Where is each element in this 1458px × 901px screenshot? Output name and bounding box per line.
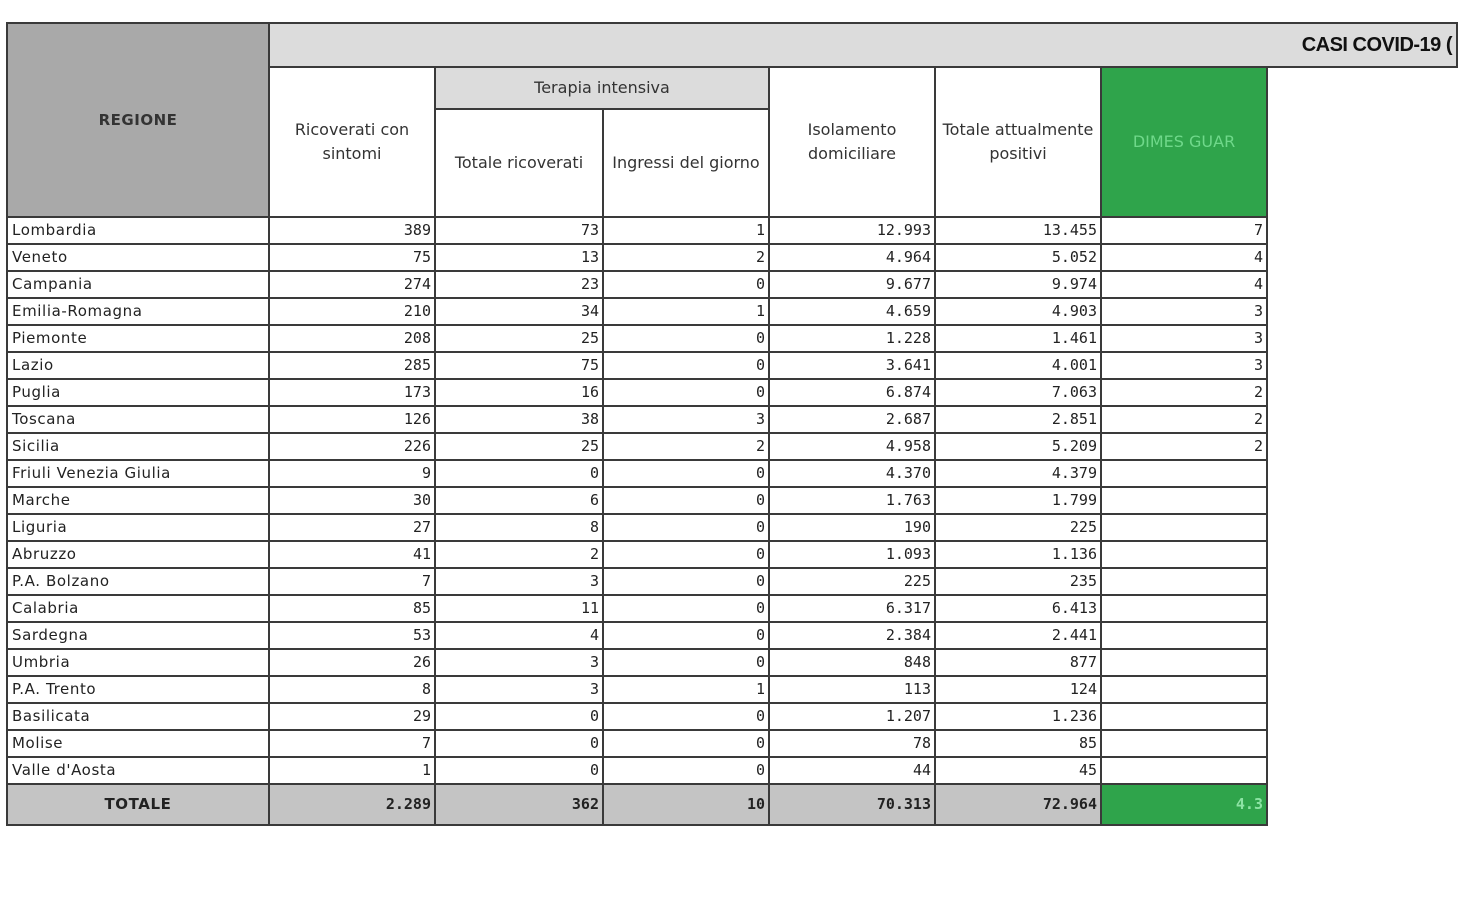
cell-ingressi: 0 <box>603 352 769 379</box>
cell-dimessi <box>1101 541 1267 568</box>
cell-ricoverati: 173 <box>269 379 435 406</box>
header-isolamento: Isolamento domiciliare <box>769 67 935 217</box>
cell-terapia: 3 <box>435 676 603 703</box>
cell-ingressi: 0 <box>603 703 769 730</box>
total-terapia: 362 <box>435 784 603 825</box>
cell-isolamento: 2.384 <box>769 622 935 649</box>
cell-regione: Veneto <box>7 244 269 271</box>
cell-terapia: 16 <box>435 379 603 406</box>
cell-regione: Sicilia <box>7 433 269 460</box>
cell-dimessi <box>1101 568 1267 595</box>
cell-dimessi: 2 <box>1101 433 1267 460</box>
cell-terapia: 38 <box>435 406 603 433</box>
cell-ricoverati: 27 <box>269 514 435 541</box>
total-ricoverati: 2.289 <box>269 784 435 825</box>
cell-ingressi: 0 <box>603 595 769 622</box>
table-row <box>7 730 1457 757</box>
total-ingressi: 10 <box>603 784 769 825</box>
cell-ingressi: 2 <box>603 433 769 460</box>
cell-ingressi: 0 <box>603 379 769 406</box>
cell-ricoverati: 210 <box>269 298 435 325</box>
cell-dimessi: 2 <box>1101 379 1267 406</box>
table-row <box>7 622 1457 649</box>
cell-positivi: 45 <box>935 757 1101 784</box>
cell-dimessi <box>1101 757 1267 784</box>
cell-isolamento: 1.228 <box>769 325 935 352</box>
table-row <box>7 514 1457 541</box>
total-positivi: 72.964 <box>935 784 1101 825</box>
cell-regione: Valle d'Aosta <box>7 757 269 784</box>
cell-isolamento: 1.093 <box>769 541 935 568</box>
total-label: TOTALE <box>7 784 269 825</box>
header-totale-ricoverati: Totale ricoverati <box>435 109 603 217</box>
cell-ricoverati: 29 <box>269 703 435 730</box>
cell-regione: Calabria <box>7 595 269 622</box>
table-row <box>7 217 1457 244</box>
cell-ricoverati: 1 <box>269 757 435 784</box>
cell-terapia: 0 <box>435 730 603 757</box>
cell-isolamento: 6.317 <box>769 595 935 622</box>
cell-dimessi: 3 <box>1101 325 1267 352</box>
cell-dimessi <box>1101 595 1267 622</box>
cell-ricoverati: 389 <box>269 217 435 244</box>
table-row <box>7 541 1457 568</box>
cell-isolamento: 4.370 <box>769 460 935 487</box>
cell-positivi: 4.379 <box>935 460 1101 487</box>
table-row <box>7 352 1457 379</box>
cell-dimessi <box>1101 649 1267 676</box>
table-body <box>7 217 1457 825</box>
cell-terapia: 0 <box>435 757 603 784</box>
cell-regione: Toscana <box>7 406 269 433</box>
cell-positivi: 877 <box>935 649 1101 676</box>
cell-ricoverati: 53 <box>269 622 435 649</box>
cell-regione: Umbria <box>7 649 269 676</box>
cell-ricoverati: 8 <box>269 676 435 703</box>
cell-isolamento: 6.874 <box>769 379 935 406</box>
cell-ingressi: 0 <box>603 271 769 298</box>
cell-ingressi: 0 <box>603 757 769 784</box>
cell-dimessi <box>1101 703 1267 730</box>
cell-isolamento: 2.687 <box>769 406 935 433</box>
cell-terapia: 2 <box>435 541 603 568</box>
cell-regione: Sardegna <box>7 622 269 649</box>
cell-terapia: 0 <box>435 460 603 487</box>
cell-isolamento: 4.964 <box>769 244 935 271</box>
cell-ingressi: 1 <box>603 217 769 244</box>
table-row <box>7 487 1457 514</box>
cell-ingressi: 0 <box>603 622 769 649</box>
cell-ricoverati: 208 <box>269 325 435 352</box>
cell-isolamento: 190 <box>769 514 935 541</box>
cell-dimessi: 3 <box>1101 298 1267 325</box>
cell-ingressi: 0 <box>603 649 769 676</box>
cell-dimessi <box>1101 676 1267 703</box>
cell-ricoverati: 75 <box>269 244 435 271</box>
cell-regione: Campania <box>7 271 269 298</box>
cell-positivi: 5.209 <box>935 433 1101 460</box>
cell-regione: P.A. Bolzano <box>7 568 269 595</box>
cell-regione: Abruzzo <box>7 541 269 568</box>
cell-isolamento: 4.958 <box>769 433 935 460</box>
cell-terapia: 34 <box>435 298 603 325</box>
table-row <box>7 460 1457 487</box>
cell-isolamento: 12.993 <box>769 217 935 244</box>
cell-dimessi: 4 <box>1101 244 1267 271</box>
cell-regione: P.A. Trento <box>7 676 269 703</box>
table-row <box>7 649 1457 676</box>
covid-cases-table <box>6 22 1458 826</box>
cell-terapia: 0 <box>435 703 603 730</box>
cell-positivi: 2.441 <box>935 622 1101 649</box>
cell-isolamento: 3.641 <box>769 352 935 379</box>
cell-ingressi: 0 <box>603 514 769 541</box>
cell-terapia: 8 <box>435 514 603 541</box>
cell-regione: Piemonte <box>7 325 269 352</box>
cell-positivi: 1.236 <box>935 703 1101 730</box>
cell-dimessi <box>1101 514 1267 541</box>
cell-positivi: 9.974 <box>935 271 1101 298</box>
cell-positivi: 4.903 <box>935 298 1101 325</box>
cell-dimessi <box>1101 460 1267 487</box>
cell-terapia: 3 <box>435 649 603 676</box>
cell-positivi: 1.799 <box>935 487 1101 514</box>
cell-positivi: 13.455 <box>935 217 1101 244</box>
cell-ingressi: 2 <box>603 244 769 271</box>
cell-positivi: 4.001 <box>935 352 1101 379</box>
cell-dimessi <box>1101 730 1267 757</box>
cell-ricoverati: 26 <box>269 649 435 676</box>
cell-regione: Emilia-Romagna <box>7 298 269 325</box>
cell-ingressi: 1 <box>603 298 769 325</box>
cell-terapia: 75 <box>435 352 603 379</box>
cell-isolamento: 78 <box>769 730 935 757</box>
cell-ricoverati: 274 <box>269 271 435 298</box>
cell-dimessi <box>1101 622 1267 649</box>
table-row <box>7 271 1457 298</box>
cell-ingressi: 0 <box>603 460 769 487</box>
cell-positivi: 1.136 <box>935 541 1101 568</box>
cell-ricoverati: 226 <box>269 433 435 460</box>
cell-terapia: 6 <box>435 487 603 514</box>
cell-dimessi: 3 <box>1101 352 1267 379</box>
cell-positivi: 85 <box>935 730 1101 757</box>
cell-terapia: 4 <box>435 622 603 649</box>
total-isolamento: 70.313 <box>769 784 935 825</box>
table-row <box>7 244 1457 271</box>
cell-terapia: 73 <box>435 217 603 244</box>
cell-terapia: 13 <box>435 244 603 271</box>
cell-terapia: 23 <box>435 271 603 298</box>
cell-ingressi: 3 <box>603 406 769 433</box>
cell-regione: Lazio <box>7 352 269 379</box>
cell-regione: Marche <box>7 487 269 514</box>
cell-dimessi: 2 <box>1101 406 1267 433</box>
cell-ricoverati: 30 <box>269 487 435 514</box>
header-ingressi-giorno: Ingressi del giorno <box>603 109 769 217</box>
table-row <box>7 379 1457 406</box>
cell-ingressi: 0 <box>603 568 769 595</box>
table-row <box>7 433 1457 460</box>
cell-terapia: 3 <box>435 568 603 595</box>
cell-ingressi: 0 <box>603 541 769 568</box>
table-row <box>7 757 1457 784</box>
header-ricoverati: Ricoverati con sintomi <box>269 67 435 217</box>
total-row <box>7 784 1457 825</box>
cell-ricoverati: 126 <box>269 406 435 433</box>
cell-positivi: 7.063 <box>935 379 1101 406</box>
table-row <box>7 298 1457 325</box>
cell-terapia: 25 <box>435 433 603 460</box>
cell-regione: Puglia <box>7 379 269 406</box>
cell-ingressi: 0 <box>603 487 769 514</box>
cell-positivi: 2.851 <box>935 406 1101 433</box>
cell-positivi: 6.413 <box>935 595 1101 622</box>
cell-isolamento: 225 <box>769 568 935 595</box>
cell-ricoverati: 7 <box>269 730 435 757</box>
table-row <box>7 595 1457 622</box>
cell-dimessi: 4 <box>1101 271 1267 298</box>
cell-terapia: 25 <box>435 325 603 352</box>
table-row <box>7 406 1457 433</box>
cell-ingressi: 1 <box>603 676 769 703</box>
cell-positivi: 5.052 <box>935 244 1101 271</box>
cell-isolamento: 9.677 <box>769 271 935 298</box>
cell-positivi: 124 <box>935 676 1101 703</box>
cell-positivi: 235 <box>935 568 1101 595</box>
cell-ricoverati: 7 <box>269 568 435 595</box>
cell-ricoverati: 285 <box>269 352 435 379</box>
table-row <box>7 325 1457 352</box>
cell-ricoverati: 41 <box>269 541 435 568</box>
header-regione: REGIONE <box>7 23 269 217</box>
table-title: CASI COVID-19 ( <box>269 23 1457 67</box>
cell-terapia: 11 <box>435 595 603 622</box>
cell-regione: Friuli Venezia Giulia <box>7 460 269 487</box>
cell-isolamento: 1.763 <box>769 487 935 514</box>
cell-ricoverati: 85 <box>269 595 435 622</box>
cell-dimessi: 7 <box>1101 217 1267 244</box>
cell-regione: Basilicata <box>7 703 269 730</box>
table-row <box>7 703 1457 730</box>
cell-dimessi <box>1101 487 1267 514</box>
cell-ingressi: 0 <box>603 325 769 352</box>
cell-isolamento: 848 <box>769 649 935 676</box>
cell-isolamento: 44 <box>769 757 935 784</box>
cell-ricoverati: 9 <box>269 460 435 487</box>
table-row <box>7 676 1457 703</box>
cell-isolamento: 1.207 <box>769 703 935 730</box>
cell-regione: Liguria <box>7 514 269 541</box>
cell-positivi: 225 <box>935 514 1101 541</box>
cell-regione: Lombardia <box>7 217 269 244</box>
table-row <box>7 568 1457 595</box>
cell-isolamento: 4.659 <box>769 298 935 325</box>
header-totale-positivi: Totale attualmente positivi <box>935 67 1101 217</box>
cell-ingressi: 0 <box>603 730 769 757</box>
header-dimessi: DIMES GUAR <box>1101 67 1267 217</box>
cell-regione: Molise <box>7 730 269 757</box>
cell-isolamento: 113 <box>769 676 935 703</box>
header-terapia-intensiva: Terapia intensiva <box>435 67 769 109</box>
cell-positivi: 1.461 <box>935 325 1101 352</box>
total-dimessi: 4.3 <box>1101 784 1267 825</box>
covid-table-sheet <box>6 22 1453 826</box>
